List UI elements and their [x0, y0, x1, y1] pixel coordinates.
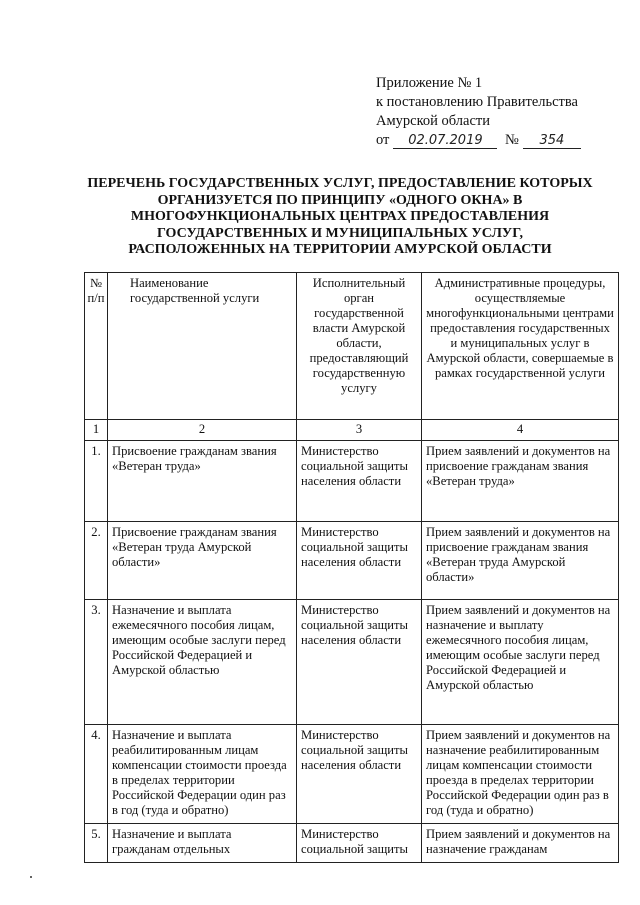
row-num: 3.	[85, 600, 108, 725]
appendix-line-3: Амурской области	[376, 113, 490, 129]
number-prefix: №	[505, 132, 519, 148]
header-authority: Исполнительный орган государственной власти Амурской области, предоставляющий государственную услугу	[297, 273, 422, 420]
title-line: ПЕРЕЧЕНЬ ГОСУДАРСТВЕННЫХ УСЛУГ, ПРЕДОСТАВЛЕНИЕ КОТОРЫХ	[87, 176, 593, 191]
title-line: ОРГАНИЗУЕТСЯ ПО ПРИНЦИПУ «ОДНОГО ОКНА» В	[157, 192, 523, 208]
column-number: 3	[297, 420, 422, 441]
header-service: Наименование государственной услуги	[108, 273, 297, 420]
row-num: 1.	[85, 441, 108, 522]
table-row	[85, 600, 619, 725]
title-line: МНОГОФУНКЦИОНАЛЬНЫХ ЦЕНТРАХ ПРЕДОСТАВЛЕНИЯ	[130, 209, 550, 224]
appendix-line-2: к постановлению Правительства	[376, 94, 578, 110]
table-row	[85, 824, 619, 863]
row-authority: Министерство социальной защиты населения области	[297, 522, 422, 600]
title-line: ГОСУДАРСТВЕННЫХ И МУНИЦИПАЛЬНЫХ УСЛУГ,	[156, 225, 524, 241]
table-header-row	[85, 273, 619, 420]
column-number-row	[85, 420, 619, 441]
column-number: 2	[108, 420, 297, 441]
row-procedure: Прием заявлений и документов на присвоение гражданам звания «Ветеран труда»	[422, 441, 619, 522]
document-title	[80, 176, 600, 259]
row-service: Назначение и выплата ежемесячного пособия лицам, имеющим особые заслуги перед Российской Федерацией и Амурской областью	[108, 600, 297, 725]
handwritten-date: 02.07.2019	[393, 133, 497, 149]
column-number: 4	[422, 420, 619, 441]
services-table	[84, 272, 619, 863]
row-num: 4.	[85, 725, 108, 824]
appendix-line-1: Приложение № 1	[376, 75, 483, 91]
appendix-block	[376, 74, 616, 150]
row-num: 5.	[85, 824, 108, 863]
row-procedure: Прием заявлений и документов на назначение гражданам	[422, 824, 619, 863]
row-authority: Министерство социальной защиты населения области	[297, 725, 422, 824]
row-authority: Министерство социальной защиты	[297, 824, 422, 863]
row-procedure: Прием заявлений и документов на назначение и выплату ежемесячного пособия лицам, имеющим особые заслуги перед Российской Федерацией и Амурской областью	[422, 600, 619, 725]
row-procedure: Прием заявлений и документов на назначение реабилитированным лицам компенсации стоимости проезда в пределах территории Российской Федерации один раз в год (туда и обратно)	[422, 725, 619, 824]
row-service: Присвоение гражданам звания «Ветеран труда»	[108, 441, 297, 522]
header-procedure: Административные процедуры, осуществляемые многофункциональными центрами предоставления государственных и муниципальных услуг в Амурской области, совершаемые в рамках государственной услуги	[422, 273, 619, 420]
row-procedure: Прием заявлений и документов на присвоение гражданам звания «Ветеран труда Амурской области»	[422, 522, 619, 600]
title-line: РАСПОЛОЖЕННЫХ НА ТЕРРИТОРИИ АМУРСКОЙ ОБЛАСТИ	[128, 242, 552, 257]
scan-speck	[30, 876, 32, 878]
table-row	[85, 522, 619, 600]
row-service: Присвоение гражданам звания «Ветеран труда Амурской области»	[108, 522, 297, 600]
row-service: Назначение и выплата реабилитированным лицам компенсации стоимости проезда в пределах территории Российской Федерации один раз в год (туда и обратно)	[108, 725, 297, 824]
handwritten-number: 354	[523, 133, 581, 149]
row-authority: Министерство социальной защиты населения области	[297, 600, 422, 725]
column-number: 1	[85, 420, 108, 441]
header-num: № п/п	[85, 273, 108, 420]
date-prefix: от	[376, 132, 390, 148]
appendix-date-line	[376, 131, 616, 150]
row-service: Назначение и выплата гражданам отдельных	[108, 824, 297, 863]
table-row	[85, 725, 619, 824]
row-authority: Министерство социальной защиты населения области	[297, 441, 422, 522]
row-num: 2.	[85, 522, 108, 600]
table-row	[85, 441, 619, 522]
